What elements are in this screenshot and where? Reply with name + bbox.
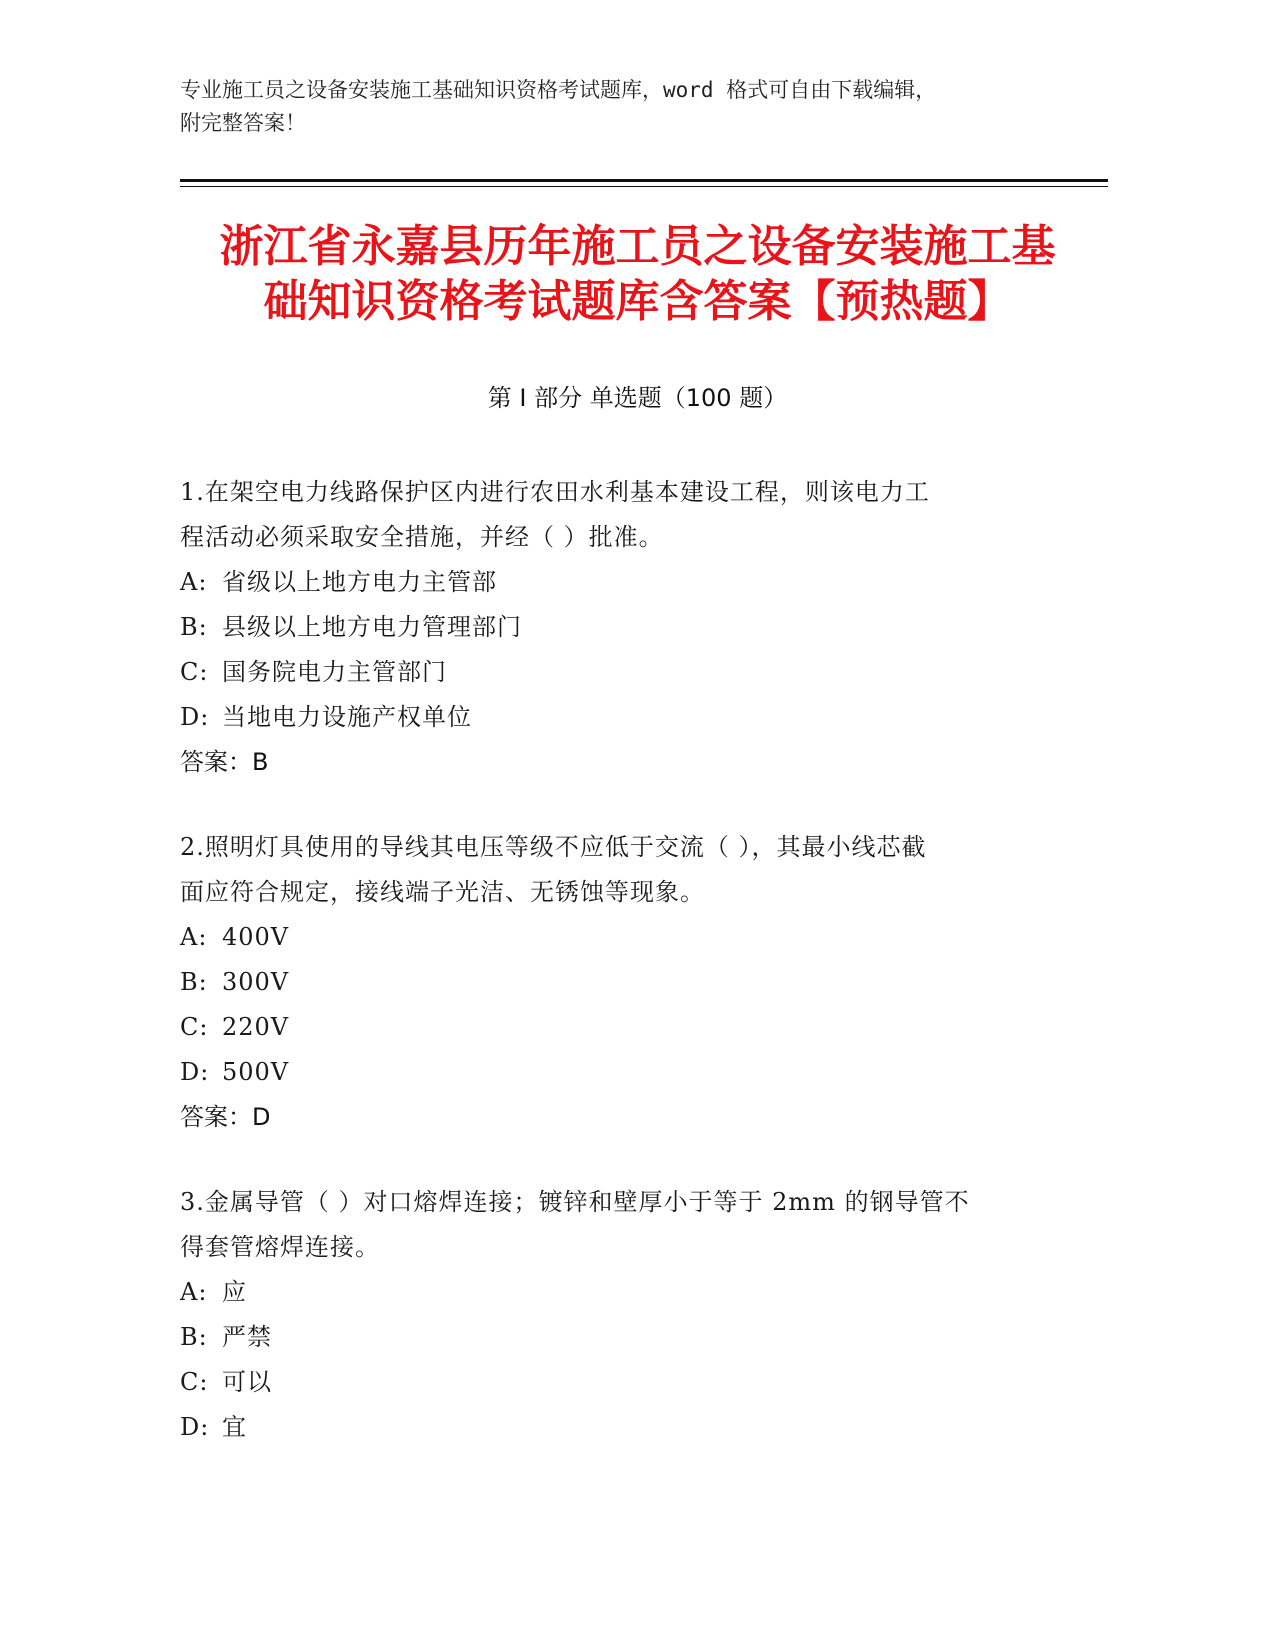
option-letter: B:: [180, 968, 208, 996]
question-3-option-d: [180, 1405, 1060, 1450]
option-letter: C:: [180, 1013, 209, 1041]
header-divider-thick: [180, 179, 1108, 182]
option-letter: D:: [180, 703, 210, 731]
question-2-option-c: [180, 1005, 1060, 1050]
option-letter: A:: [180, 923, 208, 951]
option-letter: D:: [180, 1058, 210, 1086]
question-3-option-a: [180, 1270, 1060, 1315]
option-text: 当地电力设施产权单位: [222, 703, 472, 731]
option-text: 县级以上地方电力管理部门: [222, 613, 522, 641]
question-2-option-b: [180, 960, 1060, 1005]
question-1-answer: 答案：B: [180, 748, 269, 776]
option-letter: B:: [180, 1323, 208, 1351]
question-3-option-b: [180, 1315, 1060, 1360]
question-2-option-a: [180, 915, 1060, 960]
option-letter: C:: [180, 658, 209, 686]
option-text: 国务院电力主管部门: [222, 658, 447, 686]
option-text: 宜: [222, 1413, 247, 1441]
header-note-line-1: 专业施工员之设备安装施工基础知识资格考试题库，word 格式可自由下载编辑，: [180, 78, 937, 102]
option-text: 应: [222, 1278, 247, 1306]
question-2-option-d: [180, 1050, 1060, 1095]
option-text: 500V: [222, 1058, 290, 1086]
question-list: [180, 470, 1060, 1490]
header-note-line-2: 附完整答案！: [180, 111, 306, 135]
question-1-option-c: [180, 650, 1060, 695]
option-text: 可以: [222, 1368, 272, 1396]
option-text: 400V: [222, 923, 290, 951]
option-letter: B:: [180, 613, 208, 641]
option-letter: A:: [180, 568, 208, 596]
question-3: [180, 1180, 1060, 1450]
document-title-line-1: 浙江省永嘉县历年施工员之设备安装施工基: [219, 221, 1056, 272]
option-text: 220V: [222, 1013, 290, 1041]
question-3-stem-line-1: 3.金属导管（ ）对口熔焊连接；镀锌和壁厚小于等于 2mm 的钢导管不: [180, 1188, 970, 1216]
option-letter: D:: [180, 1413, 210, 1441]
document-title: [150, 219, 1125, 329]
document-title-line-2: 础知识资格考试题库含答案【预热题】: [263, 276, 1012, 327]
question-3-stem-line-2: 得套管熔焊连接。: [180, 1233, 380, 1261]
question-1: [180, 470, 1060, 785]
header-divider-thin: [180, 186, 1108, 187]
option-text: 300V: [222, 968, 290, 996]
question-1-option-b: [180, 605, 1060, 650]
question-2: [180, 825, 1060, 1140]
question-1-stem-line-1: 1.在架空电力线路保护区内进行农田水利基本建设工程，则该电力工: [180, 478, 930, 506]
question-1-option-a: [180, 560, 1060, 605]
question-3-option-c: [180, 1360, 1060, 1405]
question-2-stem-line-2: 面应符合规定，接线端子光洁、无锈蚀等现象。: [180, 878, 705, 906]
question-1-stem-line-2: 程活动必须采取安全措施，并经（ ）批准。: [180, 523, 664, 551]
question-1-option-d: [180, 695, 1060, 740]
question-2-answer: 答案：D: [180, 1103, 271, 1131]
option-text: 严禁: [222, 1323, 272, 1351]
option-letter: C:: [180, 1368, 209, 1396]
option-text: 省级以上地方电力主管部: [222, 568, 497, 596]
document-header-note: [180, 74, 1040, 140]
section-heading: 第 I 部分 单选题（100 题）: [487, 384, 788, 412]
option-letter: A:: [180, 1278, 208, 1306]
question-2-stem-line-1: 2.照明灯具使用的导线其电压等级不应低于交流（ ），其最小线芯截: [180, 833, 927, 861]
